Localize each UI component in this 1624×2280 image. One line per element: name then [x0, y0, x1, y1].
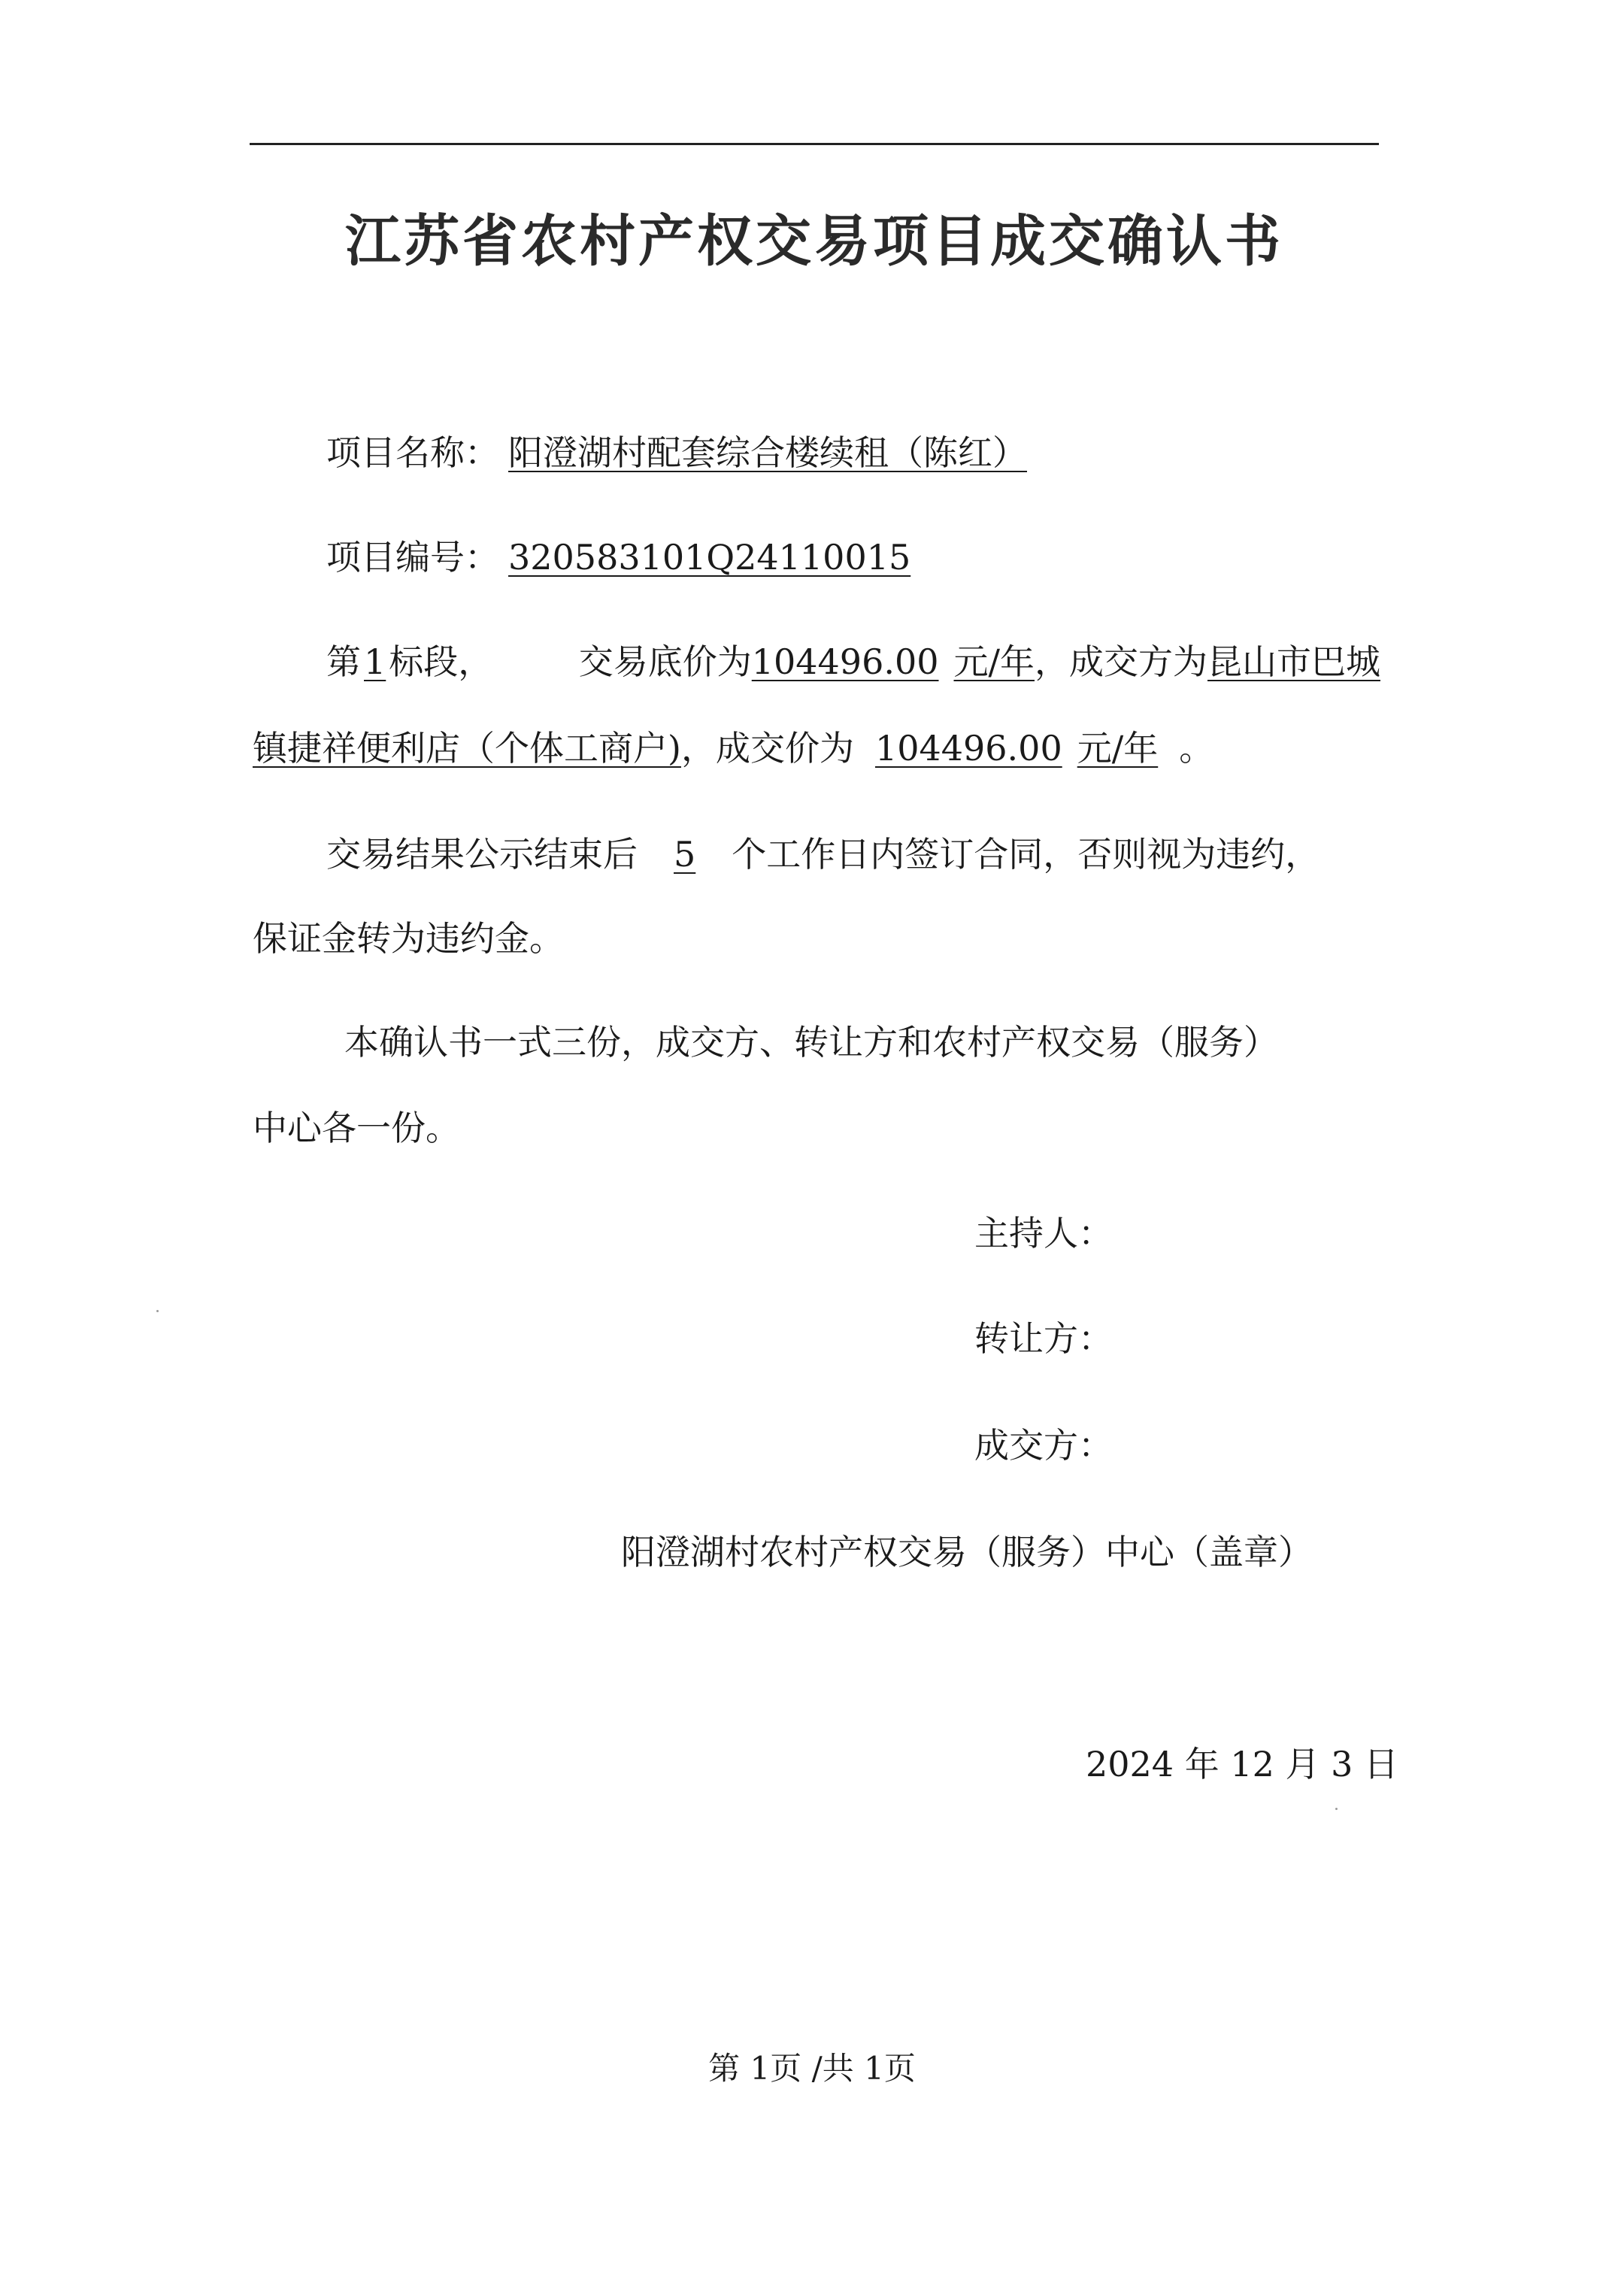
top-rule [250, 143, 1379, 145]
project-number-row [326, 535, 920, 580]
signature-buyer: 成交方： [974, 1425, 1113, 1466]
center-seal-line: 阳澄湖村农村产权交易（服务）中心（盖章） [621, 1532, 1313, 1572]
lot-prefix: 第 [326, 641, 361, 682]
contract-paragraph-line1 [326, 832, 1320, 877]
lot-number: 1 [364, 641, 386, 682]
signature-transferor: 转让方： [974, 1318, 1113, 1359]
buyer-label: ，成交方为 [1035, 641, 1207, 682]
lot-suffix: 标段， [389, 641, 493, 682]
document-date: 2024 年 12 月 3 日 [1086, 1744, 1398, 1784]
lot-paragraph-end: 。 [1179, 728, 1214, 769]
reserve-price-label: 交易底价为 [578, 641, 752, 682]
signature-host: 主持人： [974, 1213, 1113, 1254]
project-number-value: 320583101Q24110015 [508, 537, 911, 578]
contract-paragraph-line2: 保证金转为违约金。 [253, 918, 564, 959]
project-name-row [326, 430, 1036, 475]
contract-after-text: 个工作日内签订合同，否则视为违约， [732, 834, 1320, 875]
reserve-price-value: 104496.00 [751, 641, 939, 682]
copies-paragraph-line1: 本确认书一式三份，成交方、转让方和农村产权交易（服务） [344, 1022, 1278, 1063]
contract-before-text: 交易结果公示结束后 [326, 834, 638, 875]
reserve-price-unit: 元/年 [953, 641, 1035, 682]
project-name-value: 阳澄湖村配套综合楼续租（陈红） [508, 432, 1027, 473]
scan-speck [156, 1310, 159, 1312]
project-number-label: 项目编号： [326, 537, 499, 578]
lot-paragraph-line1 [326, 639, 1380, 684]
page-number-footer: 第 1页 /共 1页 [708, 2050, 916, 2087]
deal-price-unit: 元/年 [1077, 728, 1159, 769]
lot-paragraph-line2 [253, 726, 1213, 771]
deal-price-value: 104496.00 [874, 728, 1062, 769]
scan-speck [1335, 1808, 1338, 1810]
project-name-label: 项目名称： [326, 432, 499, 473]
document-title: 江苏省农村产权交易项目成交确认书 [345, 209, 1283, 274]
buyer-name-part1: 昆山市巴城 [1207, 641, 1380, 682]
buyer-name-part2: 镇捷祥便利店（个体工商户) [253, 728, 681, 769]
copies-paragraph-line2: 中心各一份。 [253, 1108, 460, 1148]
contract-days: 5 [674, 834, 696, 875]
deal-price-label: ，成交价为 [680, 728, 854, 769]
